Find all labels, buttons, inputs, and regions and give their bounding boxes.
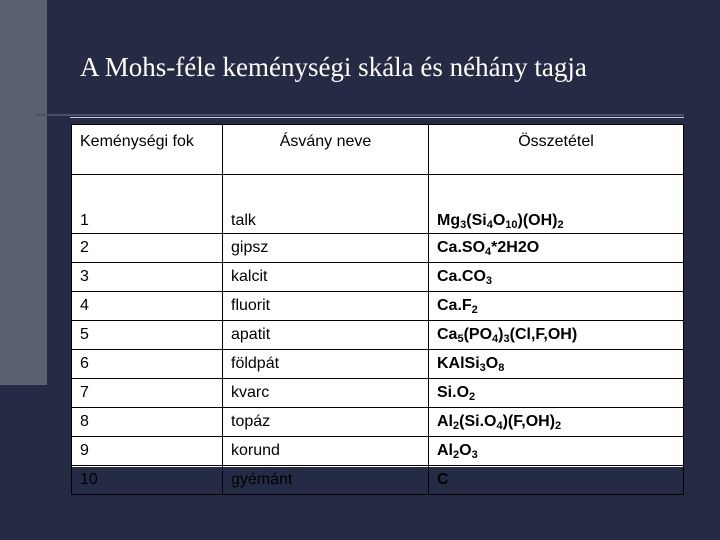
formula-text: Mg <box>437 212 461 229</box>
mineral-name-cell: kvarc <box>223 379 429 408</box>
hardness-cell: 7 <box>72 379 223 408</box>
hardness-cell: 10 <box>72 466 223 495</box>
formula-text: Al <box>437 413 453 430</box>
formula-text: )(OH) <box>517 212 558 229</box>
formula-text: O <box>485 355 499 372</box>
formula-text: )(F,OH) <box>502 413 556 430</box>
title-divider-light <box>70 117 684 118</box>
mineral-name-cell: apatit <box>223 321 429 350</box>
table-row <box>72 466 684 495</box>
formula-subscript: 5 <box>457 333 464 345</box>
formula-text: KAlSi <box>437 355 480 372</box>
formula-text: Si.O <box>437 384 470 401</box>
formula-subscript: 2 <box>453 420 460 432</box>
formula-text: Ca.CO <box>437 268 486 285</box>
mineral-name-cell: topáz <box>223 408 429 437</box>
left-decor-strip <box>0 0 47 385</box>
formula-subscript: 4 <box>485 246 492 258</box>
mohs-table-container <box>71 124 684 488</box>
formula-subscript: 10 <box>505 219 518 231</box>
formula-subscript: 3 <box>460 219 467 231</box>
formula-subscript: 2 <box>453 449 460 461</box>
composition-cell <box>429 466 684 495</box>
formula-text: (PO <box>463 326 493 343</box>
header-hardness: Keménységi fok <box>72 125 223 175</box>
table-body <box>72 175 684 495</box>
table-row <box>72 408 684 437</box>
formula-subscript: 4 <box>492 333 499 345</box>
hardness-cell: 4 <box>72 292 223 321</box>
composition-cell <box>429 234 684 263</box>
table-row <box>72 379 684 408</box>
formula-text: Ca.SO <box>437 239 486 256</box>
table-row <box>72 175 684 234</box>
table-row <box>72 292 684 321</box>
table-row <box>72 321 684 350</box>
hardness-cell: 1 <box>72 175 223 234</box>
formula-text: C <box>437 471 449 488</box>
mineral-name-cell: korund <box>223 437 429 466</box>
formula-text: *2H2O <box>491 239 540 256</box>
hardness-cell: 8 <box>72 408 223 437</box>
composition-cell <box>429 321 684 350</box>
hardness-cell: 3 <box>72 263 223 292</box>
formula-text: O <box>459 442 472 459</box>
composition-cell <box>429 408 684 437</box>
mineral-name-cell: gyémánt <box>223 466 429 495</box>
hardness-cell: 2 <box>72 234 223 263</box>
hardness-cell: 5 <box>72 321 223 350</box>
composition-cell <box>429 379 684 408</box>
formula-text: Ca.F <box>437 297 472 314</box>
title-divider-dark <box>36 114 684 116</box>
composition-cell <box>429 292 684 321</box>
composition-cell <box>429 175 684 234</box>
formula-subscript: 3 <box>503 333 510 345</box>
formula-text: Al <box>437 442 453 459</box>
mineral-name-cell: földpát <box>223 350 429 379</box>
mineral-name-cell: kalcit <box>223 263 429 292</box>
formula-text: ) <box>498 326 504 343</box>
hardness-cell: 9 <box>72 437 223 466</box>
formula-subscript: 4 <box>496 420 503 432</box>
table-row <box>72 437 684 466</box>
composition-cell <box>429 350 684 379</box>
formula-subscript: 3 <box>471 449 478 461</box>
composition-cell <box>429 263 684 292</box>
mineral-name-cell: gipsz <box>223 234 429 263</box>
mohs-table <box>71 124 684 495</box>
header-mineral-name: Ásvány neve <box>223 125 429 175</box>
mineral-name-cell: talk <box>223 175 429 234</box>
formula-text: (Si.O <box>459 413 497 430</box>
table-header-row <box>72 125 684 175</box>
formula-subscript: 4 <box>486 219 493 231</box>
formula-subscript: 2 <box>555 420 562 432</box>
formula-subscript: 3 <box>485 275 493 287</box>
formula-subscript: 2 <box>471 304 478 316</box>
table-row <box>72 350 684 379</box>
mineral-name-cell: fluorit <box>223 292 429 321</box>
formula-text: Ca <box>437 326 458 343</box>
formula-subscript: 3 <box>479 362 486 374</box>
hardness-cell: 6 <box>72 350 223 379</box>
formula-subscript: 2 <box>557 219 564 231</box>
formula-subscript: 8 <box>498 362 505 374</box>
formula-text: (Cl,F,OH) <box>509 326 578 343</box>
table-row <box>72 263 684 292</box>
formula-subscript: 2 <box>469 391 476 403</box>
formula-text: O <box>492 212 506 229</box>
formula-text: (Si <box>466 212 487 229</box>
slide-title: A Mohs-féle keménységi skála és néhány tagja <box>80 52 587 82</box>
header-composition: Összetétel <box>429 125 684 175</box>
table-row <box>72 234 684 263</box>
composition-cell <box>429 437 684 466</box>
